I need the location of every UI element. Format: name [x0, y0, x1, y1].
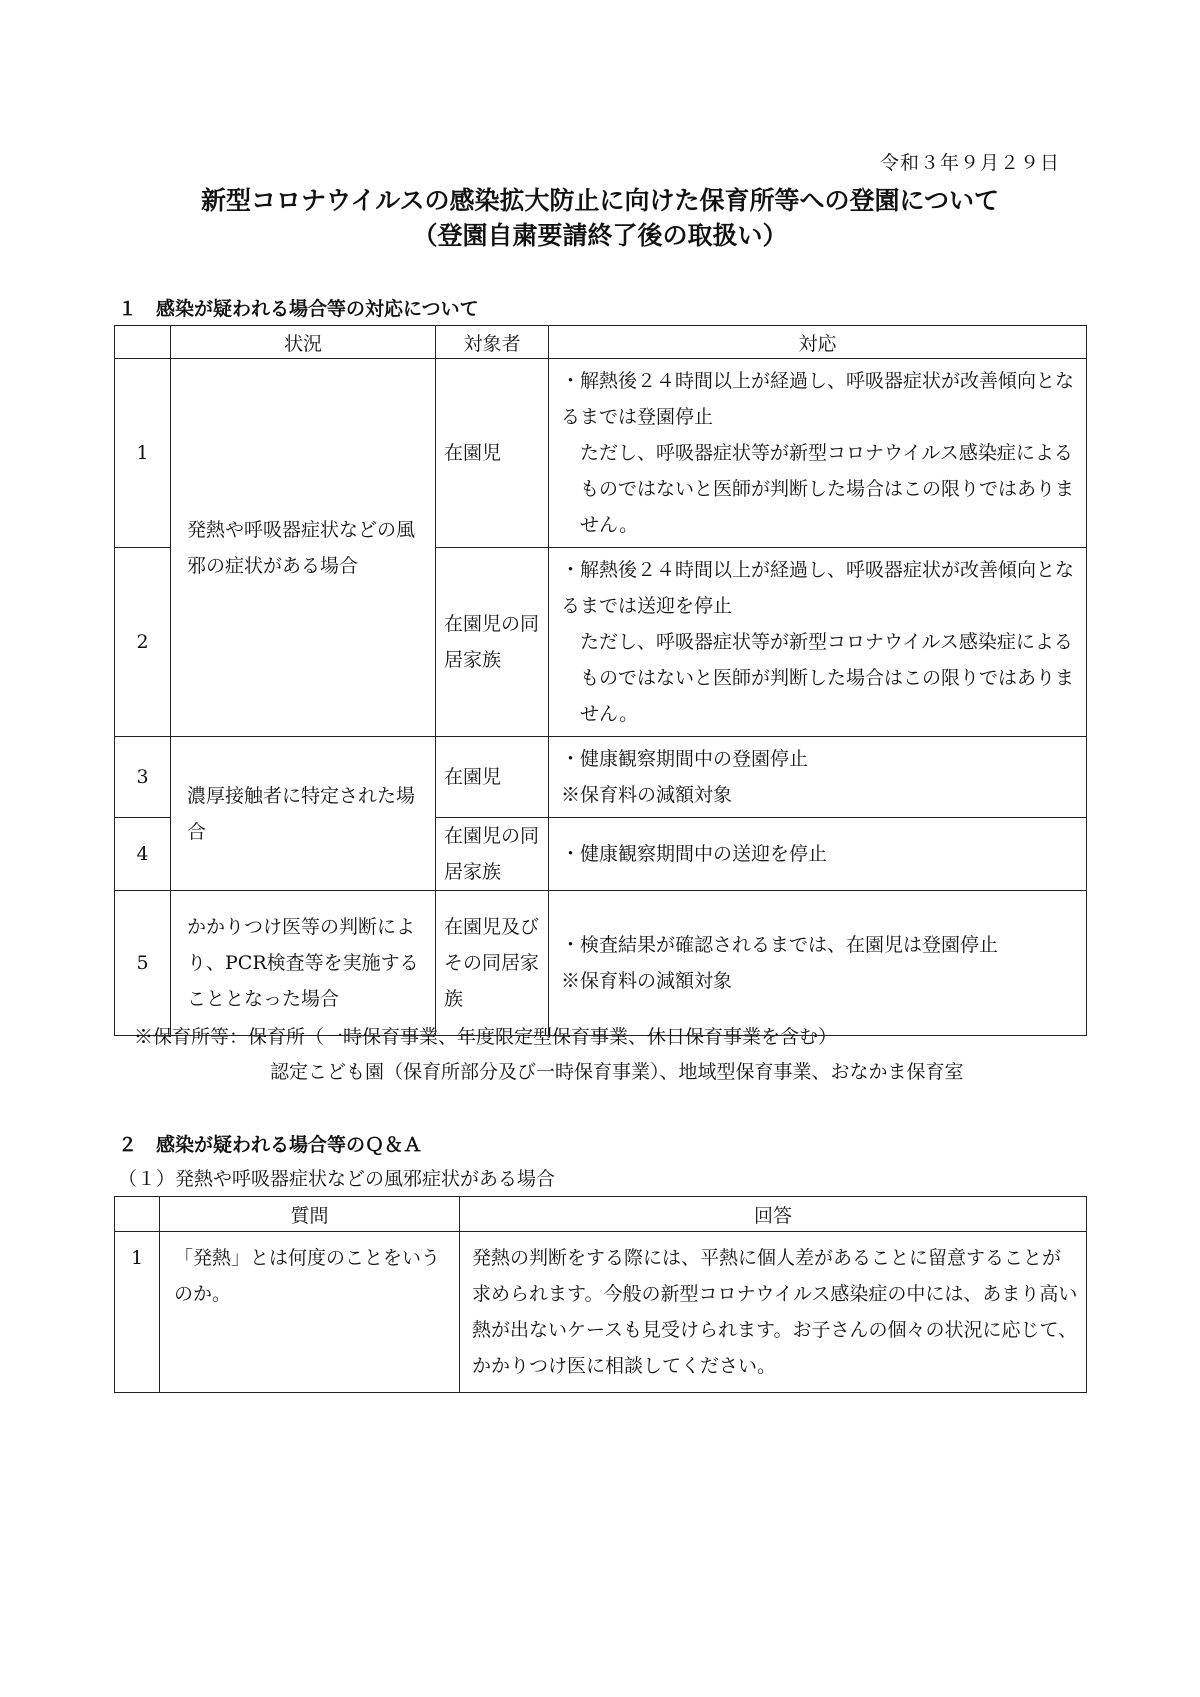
situation-cell: 発熱や呼吸器症状などの風邪の症状がある場合	[171, 359, 436, 737]
footnote-line1: ※保育所等：保育所（一時保育事業、年度限定型保育事業、休日保育事業を含む）	[134, 1026, 838, 1048]
header-response: 対応	[549, 326, 1087, 359]
section2-subheading: （１）発熱や呼吸器症状などの風邪症状がある場合	[118, 1168, 556, 1190]
answer-text: 発熱の判断をする際には、平熱に個人差があることに留意することが求められます。今般の新型コロナウイルス感染症の中には、あまり高い熱が出ないケースも見受けられます。お子さんの個々の状況に応じて、かかりつけ医に相談してください。	[472, 1247, 1078, 1377]
situation-cell: 濃厚接触者に特定された場合	[171, 737, 436, 891]
response-line: ・健康観察期間中の登園停止	[561, 748, 809, 770]
target-cell: 在園児の同居家族	[436, 548, 549, 737]
situation-cell: かかりつけ医等の判断により、PCR検査等を実施することとなった場合	[171, 891, 436, 1036]
response-line: ・健康観察期間中の送迎を停止	[561, 843, 828, 865]
response-note: ただし、呼吸器症状等が新型コロナウイルス感染症によるものではないと医師が判断した場合はこの限りではありません。	[580, 631, 1075, 725]
response-line: ・解熱後２４時間以上が経過し、呼吸器症状が改善傾向となるまでは登園停止	[561, 370, 1075, 428]
question-cell: 「発熱」とは何度のことをいうのか。	[160, 1232, 460, 1393]
header-situation: 状況	[171, 326, 436, 359]
section1-heading: １ 感染が疑われる場合等の対応について	[118, 298, 479, 320]
row-number: 3	[115, 737, 171, 818]
response-cell	[549, 891, 1087, 1036]
section2-heading: ２ 感染が疑われる場合等のＱ＆Ａ	[118, 1134, 423, 1156]
row-number: 1	[115, 1232, 160, 1393]
answer-cell	[460, 1232, 1087, 1393]
qa-table-header	[115, 1197, 1087, 1232]
response-cell	[549, 359, 1087, 548]
qa-table	[114, 1196, 1087, 1393]
response-line: ・解熱後２４時間以上が経過し、呼吸器症状が改善傾向となるまでは送迎を停止	[561, 559, 1075, 617]
response-cell	[549, 737, 1087, 818]
table-row	[115, 1232, 1087, 1393]
row-number: 4	[115, 818, 171, 891]
response-line: ・検査結果が確認されるまでは、在園児は登園停止	[561, 934, 999, 956]
document-date: 令和３年９月２９日	[879, 152, 1060, 174]
row-number: 1	[115, 359, 171, 548]
table-row	[115, 737, 1087, 818]
row-number: 2	[115, 548, 171, 737]
response-note: ※保育料の減額対象	[561, 784, 733, 806]
document-subtitle: （登園自粛要請終了後の取扱い）	[412, 221, 788, 250]
row-number: 5	[115, 891, 171, 1036]
target-cell: 在園児及びその同居家族	[436, 891, 549, 1036]
target-cell: 在園児	[436, 359, 549, 548]
table-row	[115, 891, 1087, 1036]
response-cell	[549, 818, 1087, 891]
header-question: 質問	[160, 1197, 460, 1232]
target-cell: 在園児の同居家族	[436, 818, 549, 891]
target-cell: 在園児	[436, 737, 549, 818]
header-blank	[115, 326, 171, 359]
header-target: 対象者	[436, 326, 549, 359]
footnote-line2: 認定こども園（保育所部分及び一時保育事業）、地域型保育事業、おなかま保育室	[270, 1061, 964, 1083]
table-row	[115, 359, 1087, 548]
header-blank	[115, 1197, 160, 1232]
response-table	[114, 325, 1087, 1036]
header-answer: 回答	[460, 1197, 1087, 1232]
response-note: ただし、呼吸器症状等が新型コロナウイルス感染症によるものではないと医師が判断した場合はこの限りではありません。	[580, 442, 1075, 536]
response-cell	[549, 548, 1087, 737]
document-title: 新型コロナウイルスの感染拡大防止に向けた保育所等への登園について	[200, 186, 999, 215]
response-note: ※保育料の減額対象	[561, 970, 733, 992]
response-table-header	[115, 326, 1087, 359]
